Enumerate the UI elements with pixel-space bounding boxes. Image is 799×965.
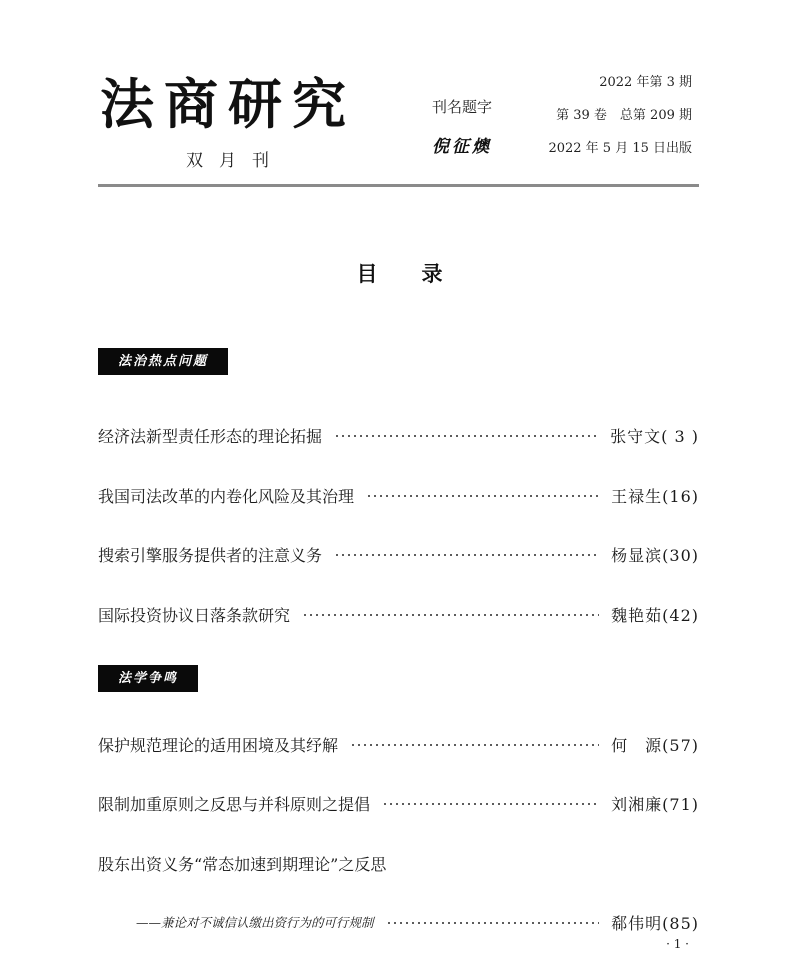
- toc-entry-subtitle[interactable]: [98, 909, 699, 935]
- entry-author-page: 郗伟明(85): [611, 913, 699, 933]
- entry-title: 搜索引擎服务提供者的注意义务: [98, 545, 323, 565]
- toc-entry[interactable]: [98, 422, 699, 448]
- leader-dots: [334, 435, 598, 437]
- leader-dots: [382, 803, 599, 805]
- page-number: · 1 ·: [666, 937, 689, 951]
- journal-frequency: 双月刊: [186, 151, 285, 171]
- entry-author-page: 王禄生(16): [611, 486, 699, 506]
- leader-dots: [302, 614, 599, 616]
- journal-title: 法商研究: [100, 72, 356, 136]
- toc-entry[interactable]: [98, 731, 699, 757]
- entry-title: 保护规范理论的适用困境及其纾解: [98, 735, 339, 755]
- entry-author-page: 魏艳茹(42): [611, 605, 699, 625]
- toc-entry[interactable]: [98, 850, 699, 876]
- calligraphy-signature: 倪征燠: [432, 137, 492, 157]
- leader-dots: [334, 554, 599, 556]
- header-divider: [98, 184, 699, 187]
- calligraphy-label: 刊名题字: [432, 98, 493, 116]
- entry-title: 国际投资协议日落条款研究: [98, 605, 291, 625]
- leader-dots: [350, 744, 599, 746]
- toc-entry[interactable]: [98, 601, 699, 627]
- entry-subtitle: ——兼论对不诚信认缴出资行为的可行规制: [136, 915, 374, 930]
- entry-title: 经济法新型责任形态的理论拓掘: [98, 426, 323, 446]
- issue-publish-date: 2022 年 5 月 15 日出版: [548, 141, 692, 156]
- leader-dots: [386, 922, 600, 924]
- leader-dots: [366, 495, 599, 497]
- toc-entry[interactable]: [98, 541, 699, 567]
- entry-author-page: 张守文( 3 ): [610, 426, 699, 446]
- entry-author-page: 何 源(57): [611, 735, 699, 755]
- toc-entry[interactable]: [98, 790, 699, 816]
- entry-title: 股东出资义务“常态加速到期理论”之反思: [98, 854, 387, 874]
- entry-title: 我国司法改革的内卷化风险及其治理: [98, 486, 355, 506]
- entry-author-page: 刘湘廉(71): [611, 794, 699, 814]
- issue-year-number: 2022 年第 3 期: [599, 75, 692, 90]
- issue-info: [548, 66, 692, 165]
- toc-title: 目录: [356, 262, 487, 286]
- section-label-hot-issues: 法治热点问题: [98, 348, 228, 375]
- issue-volume: 第 39 卷 总第 209 期: [556, 108, 692, 123]
- entry-title: 限制加重原则之反思与并科原则之提倡: [98, 794, 371, 814]
- entry-author-page: 杨显滨(30): [611, 545, 699, 565]
- section-label-debate: 法学争鸣: [98, 665, 198, 692]
- toc-entry[interactable]: [98, 482, 699, 508]
